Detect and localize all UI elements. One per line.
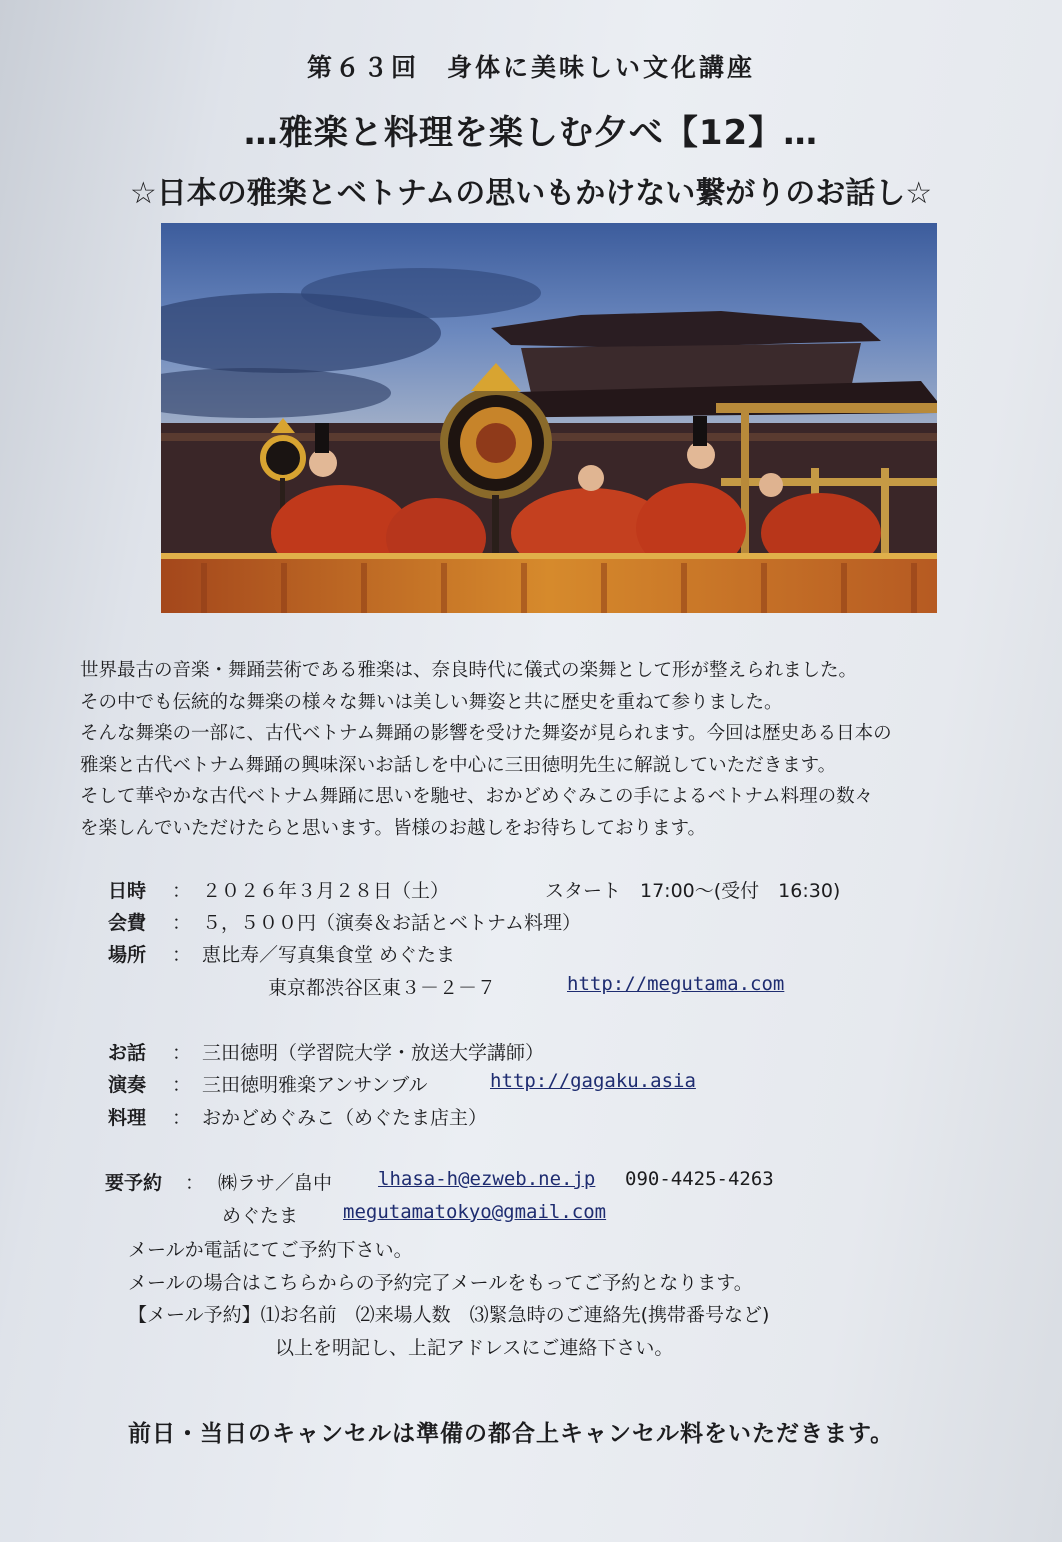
colon: ： <box>172 1042 192 1064</box>
performance-value: 三田徳明雅楽アンサンブル <box>202 1074 428 1096</box>
date-label: 日時 <box>108 880 147 902</box>
gagaku-url-link[interactable]: http://gagaku.asia <box>490 1070 696 1092</box>
gagaku-performance-photo <box>161 223 937 613</box>
email-link-lhasa[interactable]: lhasa-h@ezweb.ne.jp <box>378 1168 596 1190</box>
phone-number: 090-4425-4263 <box>625 1168 774 1190</box>
cancellation-notice: 前日・当日のキャンセルは準備の都合上キャンセル料をいただきます。 <box>128 1421 895 1447</box>
description-line: そして華やかな古代ベトナム舞踊に思いを馳せ、おかどめぐみこの手によるベトナム料理の数々 <box>80 786 874 807</box>
series-heading: 第６３回 身体に美味しい文化講座 <box>306 53 755 82</box>
description-line: 雅楽と古代ベトナム舞踊の興味深いお話しを中心に三田徳明先生に解説していただきます。 <box>80 754 837 776</box>
venue-url-link[interactable]: http://megutama.com <box>567 973 785 995</box>
fee-label: 会費 <box>108 912 147 934</box>
food-value: おかどめぐみこ（めぐたま店主） <box>202 1107 488 1129</box>
colon: ： <box>172 880 192 902</box>
event-title: …雅楽と料理を楽しむ夕べ【12】… <box>243 113 819 153</box>
reservation-note-2: メールの場合はこちらからの予約完了メールをもってご予約となります。 <box>128 1272 753 1294</box>
talk-label: お話 <box>108 1042 147 1064</box>
description-line: 世界最古の音楽・舞踊芸術である雅楽は、奈良時代に儀式の楽舞として形が整えられました。 <box>80 660 858 681</box>
description-line: そんな舞楽の一部に、古代ベトナム舞踊の影響を受けた舞姿が見られます。今回は歴史ある日本の <box>80 723 892 744</box>
email-link-megutama[interactable]: megutamatokyo@gmail.com <box>343 1201 607 1223</box>
reservation-org-1: ㈱ラサ／畠中 <box>218 1172 333 1194</box>
address-value: 東京都渋谷区東３－２－７ <box>268 977 497 999</box>
food-label: 料理 <box>108 1107 147 1129</box>
place-label: 場所 <box>108 944 147 966</box>
start-time: スタート 17:00～(受付 16:30) <box>545 880 841 902</box>
colon: ： <box>185 1172 205 1194</box>
colon: ： <box>172 1074 192 1096</box>
performance-label: 演奏 <box>108 1074 147 1096</box>
fee-value: ５，５００円（演奏＆お話とベトナム料理） <box>202 912 582 934</box>
date-value: ２０２６年３月２８日（土） <box>202 880 450 902</box>
colon: ： <box>172 944 192 966</box>
reservation-note-4: 以上を明記し、上記アドレスにご連絡下さい。 <box>275 1337 674 1359</box>
event-subtitle: ☆日本の雅楽とベトナムの思いもかけない繋がりのお話し☆ <box>129 176 933 211</box>
reservation-note-3: 【メール予約】⑴お名前 ⑵来場人数 ⑶緊急時のご連絡先(携帯番号など) <box>128 1304 770 1326</box>
talk-value: 三田徳明（学習院大学・放送大学講師） <box>202 1042 545 1064</box>
colon: ： <box>172 1107 192 1129</box>
colon: ： <box>172 912 192 934</box>
reservation-note-1: メールか電話にてご予約下さい。 <box>128 1239 413 1261</box>
event-description <box>80 655 1040 844</box>
description-line: その中でも伝統的な舞楽の様々な舞いは美しい舞姿と共に歴史を重ねて参りました。 <box>80 691 783 713</box>
reservation-label: 要予約 <box>105 1172 163 1194</box>
place-value: 恵比寿／写真集食堂 めぐたま <box>202 944 456 966</box>
reservation-org-2: めぐたま <box>222 1205 299 1227</box>
description-line: を楽しんでいただけたらと思います。皆様のお越しをお待ちしております。 <box>80 817 707 839</box>
